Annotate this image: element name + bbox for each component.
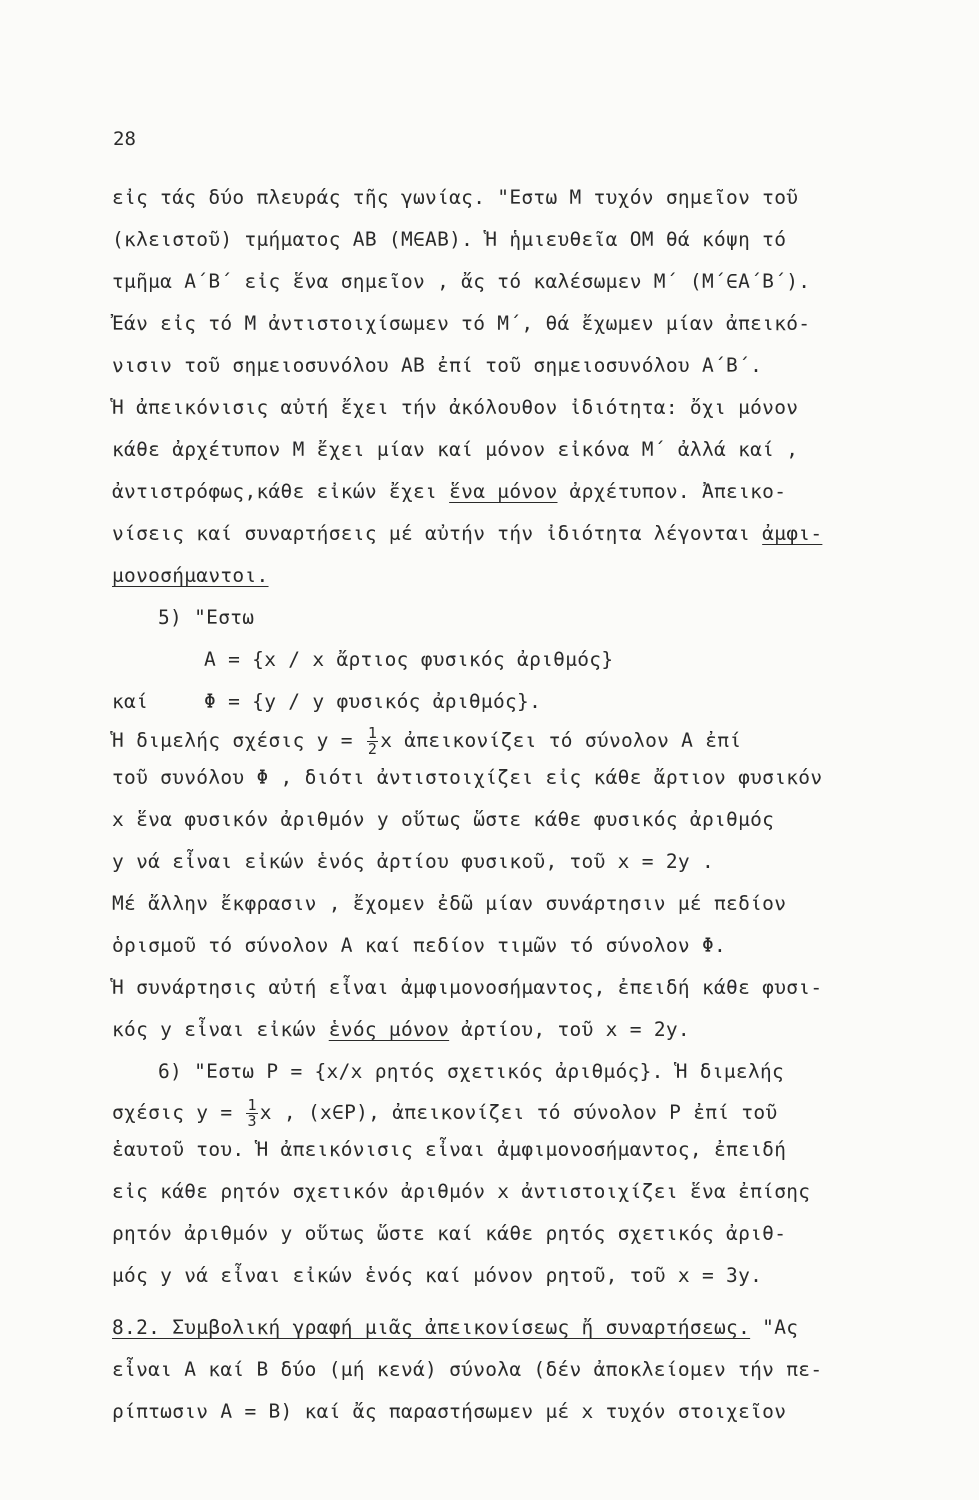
text-line: μός y νά εἶναι εἰκών ἑνός καί μόνον ρητοῦ, τοῦ x = 3y.: [112, 1264, 763, 1287]
text-segment: νίσεις καί συναρτήσεις μέ αὐτήν τήν ἰδιότητα λέγονται: [112, 522, 763, 545]
text-line: [112, 522, 822, 546]
text-line: κάθε ἀρχέτυπον Μ ἔχει μίαν καί μόνον εἰκόνα Μ΄ ἀλλά καί ,: [112, 438, 799, 461]
underlined-phrase: ἕνα μόνον: [449, 480, 558, 503]
fraction-numerator: 1: [247, 1096, 257, 1114]
set-phi-definition: Φ = {y / y φυσικός ἀριθμός}.: [204, 690, 542, 713]
text-line: x ἕνα φυσικόν ἀριθμόν y οὕτως ὥστε κάθε φυσικός ἀριθμός: [112, 808, 775, 831]
underlined-phrase: ἑνός μόνον: [328, 1018, 450, 1041]
example-5-intro: 5) "Εστω: [158, 606, 255, 629]
text-line: ἑαυτοῦ του. Ἡ ἀπεικόνισις εἶναι ἀμφιμονοσήμαντος, ἐπειδή: [112, 1138, 787, 1161]
text-line: εἰς κάθε ρητόν σχετικόν ἀριθμόν x ἀντιστοιχίζει ἕνα ἐπίσης: [112, 1180, 811, 1203]
set-a-definition: Α = {x / x ἄρτιος φυσικός ἀριθμός}: [204, 648, 614, 671]
text-segment: ἀρτίου, τοῦ x = 2y.: [449, 1018, 690, 1041]
text-line: [112, 480, 786, 504]
conjunction-kai: καί: [112, 690, 149, 713]
text-segment: ἀντιστρόφως,κάθε εἰκών ἔχει: [112, 480, 450, 503]
text-line: ρητόν ἀριθμόν y οὕτως ὥστε καί κάθε ρητός σχετικός ἀριθ-: [112, 1222, 787, 1245]
text-segment: ἀρχέτυπον. Ἀπεικο-: [557, 480, 787, 503]
text-line: y νά εἶναι εἰκών ἑνός ἀρτίου φυσικοῦ, τοῦ x = 2y .: [112, 850, 714, 873]
section-heading-line: [112, 1316, 798, 1340]
fraction-denominator: 2: [367, 740, 378, 758]
example-6-intro: 6) "Εστω Ρ = {x/x ρητός σχετικός ἀριθμός}. Ἡ διμελής: [158, 1060, 785, 1083]
fraction-one-third: [246, 1098, 257, 1129]
text-segment: κός y εἶναι εἰκών: [112, 1018, 329, 1041]
text-line: εἰς τάς δύο πλευράς τῆς γωνίας. "Εστω Μ τυχόν σημεῖον τοῦ: [112, 186, 799, 209]
text-line: [112, 564, 269, 588]
underlined-term: μονοσήμαντοι.: [112, 564, 269, 587]
text-segment: x , (x∈Ρ), ἀπεικονίζει τό σύνολον Ρ ἐπί τοῦ: [259, 1101, 778, 1124]
relation-line: [112, 1098, 778, 1129]
text-line: ρίπτωσιν Α = Β) καί ἄς παραστήσωμεν μέ x τυχόν στοιχεῖον: [112, 1400, 787, 1423]
text-line: Μέ ἄλλην ἔκφρασιν , ἔχομεν ἐδῶ μίαν συνάρτησιν μέ πεδίον: [112, 892, 787, 915]
fraction-numerator: 1: [367, 724, 378, 742]
text-segment: x ἀπεικονίζει τό σύνολον Α ἐπί: [380, 729, 742, 752]
text-line: [112, 1018, 690, 1042]
section-heading: 8.2. Συμβολική γραφή μιᾶς ἀπεικονίσεως ἤ συναρτήσεως.: [112, 1316, 751, 1339]
underlined-term: ἀμφι-: [762, 522, 823, 545]
text-line: Ἡ συνάρτησις αὐτή εἶναι ἀμφιμονοσήμαντος, ἐπειδή κάθε φυσι-: [112, 976, 823, 999]
text-line: εἶναι Α καί Β δύο (μή κενά) σύνολα (δέν ἀποκλείομεν τήν πε-: [112, 1358, 823, 1381]
text-line: ὁρισμοῦ τό σύνολον Α καί πεδίον τιμῶν τό σύνολον Φ.: [112, 934, 727, 957]
text-line: τοῦ συνόλου Φ , διότι ἀντιστοιχίζει εἰς κάθε ἄρτιον φυσικόν: [112, 766, 823, 789]
text-line: Ἡ ἀπεικόνισις αὐτή ἔχει τήν ἀκόλουθον ἰδιότητα: ὄχι μόνον: [112, 396, 799, 419]
text-line: (κλειστοῦ) τμήματος ΑΒ (Μ∈ΑΒ). Ἡ ἡμιευθεῖα ΟΜ θά κόψη τό: [112, 228, 787, 251]
text-segment: Ἡ διμελής σχέσις y =: [112, 729, 365, 752]
fraction-denominator: 3: [247, 1112, 257, 1130]
text-line: Ἐάν εἰς τό Μ ἀντιστοιχίσωμεν τό Μ΄, θά ἔχωμεν μίαν ἀπεικό-: [112, 312, 811, 335]
fraction-one-half: [367, 726, 378, 757]
text-segment: σχέσις y =: [112, 1101, 245, 1124]
text-line: τμῆμα Α΄Β΄ εἰς ἕνα σημεῖον , ἄς τό καλέσωμεν Μ΄ (Μ΄∈Α΄Β΄).: [112, 270, 811, 293]
text-line: νισιν τοῦ σημειοσυνόλου ΑΒ ἐπί τοῦ σημειοσυνόλου Α΄Β΄.: [112, 354, 763, 377]
relation-line: [112, 726, 741, 757]
text-segment: "Ας: [750, 1316, 799, 1339]
page-number: 28: [113, 128, 136, 150]
